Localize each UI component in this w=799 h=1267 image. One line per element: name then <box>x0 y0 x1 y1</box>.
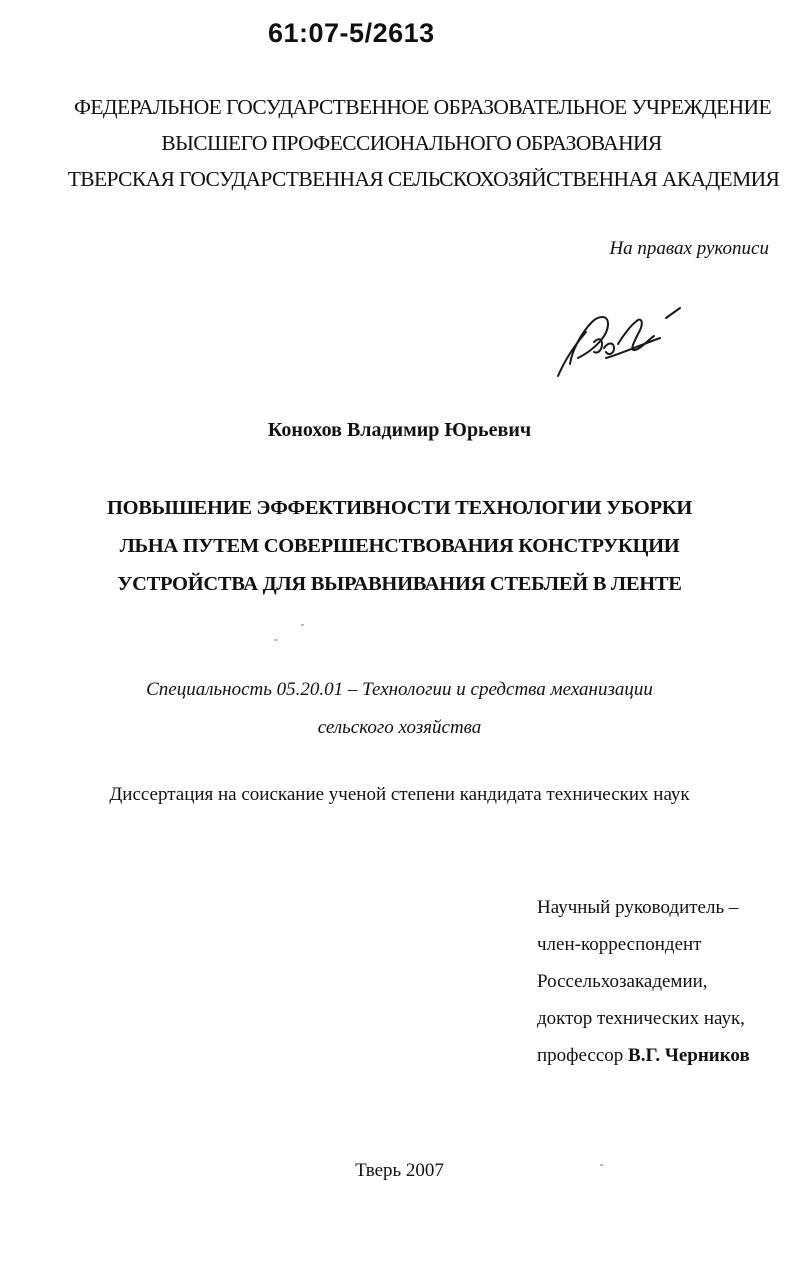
supervisor-title: профессор <box>537 1045 624 1066</box>
title-line-2: ЛЬНА ПУТЕМ СОВЕРШЕНСТВОВАНИЯ КОНСТРУКЦИИ <box>119 535 680 557</box>
organization-header <box>0 89 799 197</box>
organization-line-2: ВЫСШЕГО ПРОФЕССИОНАЛЬНОГО ОБРАЗОВАНИЯ <box>161 131 662 155</box>
title-line-3: УСТРОЙСТВА ДЛЯ ВЫРАВНИВАНИЯ СТЕБЛЕЙ В ЛЕНТЕ <box>117 573 682 595</box>
supervisor-line-1: Научный руководитель – <box>537 897 739 918</box>
scan-speck <box>301 624 304 626</box>
supervisor-line-5 <box>537 1037 750 1074</box>
supervisor-line-2: член-корреспондент <box>537 934 702 955</box>
manuscript-rights-note: На правах рукописи <box>609 238 769 259</box>
scan-speck <box>274 639 277 641</box>
author-name: Конохов Владимир Юрьевич <box>267 419 532 441</box>
specialty-block <box>0 671 799 747</box>
specialty-line-1: Специальность 05.20.01 – Технологии и средства механизации <box>146 679 653 700</box>
supervisor-block <box>537 889 750 1074</box>
archive-stamp-code: 61:07-5/2613 <box>268 18 435 48</box>
degree-statement: Диссертация на соискание ученой степени кандидата технических наук <box>109 784 690 805</box>
dissertation-title <box>0 489 799 603</box>
supervisor-name: В.Г. Черников <box>628 1045 750 1066</box>
supervisor-line-4: доктор технических наук, <box>537 1008 745 1029</box>
supervisor-line-3: Россельхозакадемии, <box>537 971 708 992</box>
specialty-line-2: сельского хозяйства <box>317 717 482 738</box>
city-year: Тверь 2007 <box>355 1160 444 1181</box>
handwritten-signature <box>548 298 698 388</box>
organization-line-1: ФЕДЕРАЛЬНОЕ ГОСУДАРСТВЕННОЕ ОБРАЗОВАТЕЛЬНОЕ УЧРЕЖДЕНИЕ <box>74 95 771 119</box>
organization-line-3: ТВЕРСКАЯ ГОСУДАРСТВЕННАЯ СЕЛЬСКОХОЗЯЙСТВЕННАЯ АКАДЕМИЯ <box>67 167 780 191</box>
title-line-1: ПОВЫШЕНИЕ ЭФФЕКТИВНОСТИ ТЕХНОЛОГИИ УБОРКИ <box>106 497 693 519</box>
